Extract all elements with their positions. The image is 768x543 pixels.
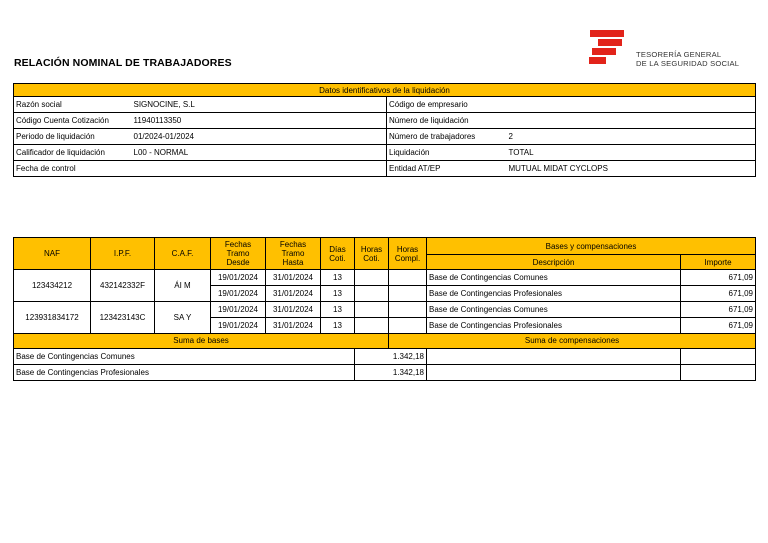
- seguridad-social-logo-icon: [586, 29, 626, 67]
- info-row: [14, 129, 756, 145]
- col-bases-group: Bases y compensaciones: [427, 238, 756, 255]
- importe-cell: 671,09: [681, 270, 756, 286]
- info-right-label: Liquidación: [387, 145, 507, 161]
- info-right-label: Número de liquidación: [387, 113, 507, 129]
- col-fechas-desde: [211, 238, 266, 270]
- info-right-label: Código de empresario: [387, 97, 507, 113]
- info-row: [14, 113, 756, 129]
- summary-row: [14, 349, 756, 365]
- summary-comp-importe: [681, 365, 756, 381]
- dias-cell: 13: [321, 318, 355, 334]
- desde-cell: 19/01/2024: [211, 286, 266, 302]
- col-dias: [321, 238, 355, 270]
- horas-cell: [355, 318, 389, 334]
- dias-cell: 13: [321, 302, 355, 318]
- ipf-cell: 123423143C: [91, 302, 155, 334]
- col-hasta-l2: Tramo: [281, 249, 305, 258]
- caf-cell: SA Y: [155, 302, 211, 334]
- info-left-value: [132, 161, 387, 177]
- hasta-cell: 31/01/2024: [266, 270, 321, 286]
- col-caf: C.A.F.: [155, 238, 211, 270]
- col-horas-l2: Coti.: [363, 253, 380, 263]
- info-left-label: Fecha de control: [14, 161, 132, 177]
- info-left-label: Periodo de liquidación: [14, 129, 132, 145]
- col-desde-l3: Desde: [226, 258, 250, 267]
- col-horas-compl: [389, 238, 427, 270]
- summary-comp-importe: [681, 349, 756, 365]
- desde-cell: 19/01/2024: [211, 302, 266, 318]
- org-line-1: TESORERÍA GENERAL: [636, 50, 722, 59]
- summary-comp-desc: [427, 349, 681, 365]
- liquidation-info-table: [13, 83, 756, 177]
- col-horas-l1: Horas: [360, 244, 383, 254]
- descripcion-cell: Base de Contingencias Profesionales: [427, 318, 681, 334]
- col-descripcion: Descripción: [427, 255, 681, 270]
- naf-cell: 123931834172: [14, 302, 91, 334]
- info-right-value: [507, 113, 756, 129]
- info-right-value: [507, 97, 756, 113]
- summary-row: [14, 365, 756, 381]
- horas-cell: [355, 302, 389, 318]
- summary-label: Base de Contingencias Profesionales: [14, 365, 355, 381]
- col-importe: Importe: [681, 255, 756, 270]
- summary-label: Base de Contingencias Comunes: [14, 349, 355, 365]
- col-dias-l2: Coti.: [329, 253, 346, 263]
- importe-cell: 671,09: [681, 286, 756, 302]
- col-compl-l1: Horas: [396, 244, 419, 254]
- page-title: RELACIÓN NOMINAL DE TRABAJADORES: [14, 57, 232, 69]
- compl-cell: [389, 286, 427, 302]
- table-row: [14, 270, 756, 286]
- info-left-value: 01/2024-01/2024: [132, 129, 387, 145]
- col-hasta-l1: Fechas: [279, 240, 307, 249]
- importe-cell: 671,09: [681, 318, 756, 334]
- compl-cell: [389, 318, 427, 334]
- dias-cell: 13: [321, 286, 355, 302]
- hasta-cell: 31/01/2024: [266, 318, 321, 334]
- desde-cell: 19/01/2024: [211, 270, 266, 286]
- info-row: [14, 97, 756, 113]
- summary-header-row: [14, 334, 756, 349]
- info-right-label: Número de trabajadores: [387, 129, 507, 145]
- summary-comp-desc: [427, 365, 681, 381]
- info-left-label: Código Cuenta Cotización: [14, 113, 132, 129]
- col-desde-l1: Fechas: [224, 240, 252, 249]
- suma-bases-title: Suma de bases: [14, 334, 389, 349]
- horas-cell: [355, 286, 389, 302]
- summary-value: 1.342,18: [355, 349, 427, 365]
- col-fechas-hasta: [266, 238, 321, 270]
- col-horas: [355, 238, 389, 270]
- ipf-cell: 432142332F: [91, 270, 155, 302]
- info-left-value: L00 - NORMAL: [132, 145, 387, 161]
- hasta-cell: 31/01/2024: [266, 286, 321, 302]
- info-right-value: MUTUAL MIDAT CYCLOPS: [507, 161, 756, 177]
- info-left-value: SIGNOCINE, S.L: [132, 97, 387, 113]
- col-hasta-l3: Hasta: [282, 258, 304, 267]
- info-section-title: Datos identificativos de la liquidación: [14, 84, 756, 97]
- info-right-value: 2: [507, 129, 756, 145]
- info-left-label: Calificador de liquidación: [14, 145, 132, 161]
- naf-cell: 123434212: [14, 270, 91, 302]
- descripcion-cell: Base de Contingencias Profesionales: [427, 286, 681, 302]
- descripcion-cell: Base de Contingencias Comunes: [427, 302, 681, 318]
- info-row: [14, 145, 756, 161]
- info-left-label: Razón social: [14, 97, 132, 113]
- suma-compensaciones-title: Suma de compensaciones: [389, 334, 756, 349]
- compl-cell: [389, 302, 427, 318]
- col-compl-l2: Compl.: [394, 253, 421, 263]
- col-ipf: I.P.F.: [91, 238, 155, 270]
- dias-cell: 13: [321, 270, 355, 286]
- descripcion-cell: Base de Contingencias Comunes: [427, 270, 681, 286]
- col-desde-l2: Tramo: [226, 249, 250, 258]
- organization-name: [636, 50, 739, 68]
- horas-cell: [355, 270, 389, 286]
- hasta-cell: 31/01/2024: [266, 302, 321, 318]
- compl-cell: [389, 270, 427, 286]
- table-row: [14, 302, 756, 318]
- summary-value: 1.342,18: [355, 365, 427, 381]
- info-left-value: 11940113350: [132, 113, 387, 129]
- col-naf: NAF: [14, 238, 91, 270]
- info-right-label: Entidad AT/EP: [387, 161, 507, 177]
- info-right-value: TOTAL: [507, 145, 756, 161]
- importe-cell: 671,09: [681, 302, 756, 318]
- workers-table: [13, 237, 756, 381]
- caf-cell: ÁI M: [155, 270, 211, 302]
- info-row: [14, 161, 756, 177]
- org-line-2: DE LA SEGURIDAD SOCIAL: [636, 59, 740, 68]
- col-dias-l1: Días: [329, 244, 346, 254]
- desde-cell: 19/01/2024: [211, 318, 266, 334]
